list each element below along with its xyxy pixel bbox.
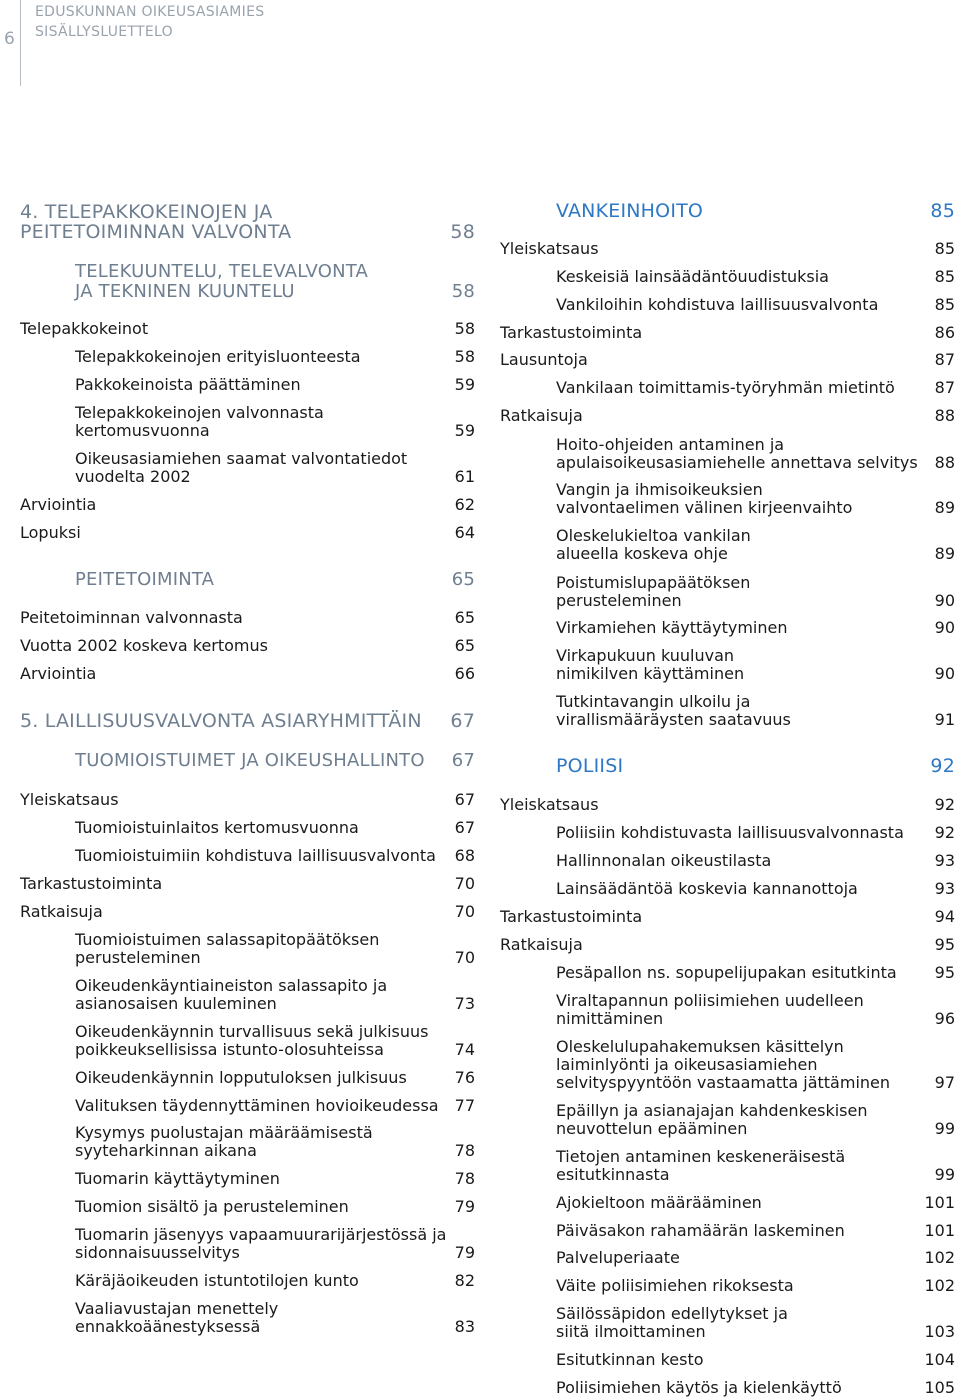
toc-entry-page: 58 (454, 347, 475, 366)
toc-entry (556, 296, 955, 314)
toc-entry-title: Tarkastustoiminta (500, 323, 643, 342)
toc-entry-title: Oikeusasiamiehen saamat valvontatiedot vuodelta 2002 (75, 449, 408, 486)
toc-entry-title: Yleiskatsaus (20, 790, 119, 809)
toc-entry (500, 908, 955, 926)
toc-entry (75, 1226, 475, 1262)
toc-entry-page: 99 (934, 1119, 955, 1138)
toc-entry-title: Esitutkinnan kesto (556, 1350, 704, 1369)
toc-entry-page: 77 (454, 1096, 475, 1115)
toc-entry-title: Keskeisiä lainsäädäntöuudistuksia (556, 267, 829, 286)
toc-entry-title: Poliisiin kohdistuvasta laillisuusvalvonnasta (556, 823, 904, 842)
toc-entry-title: Vangin ja ihmisoikeuksien valvontaelimen välinen kirjeenvaihto (556, 480, 853, 517)
toc-entry-page: 70 (454, 948, 475, 967)
toc-entry-title: TUOMIOISTUIMET JA OIKEUSHALLINTO (75, 750, 425, 771)
toc-entry-page: 105 (924, 1378, 955, 1397)
page-number: 6 (4, 29, 15, 49)
toc-entry-page: 97 (934, 1073, 955, 1092)
toc-entry (20, 665, 475, 683)
toc-entry-page: 79 (454, 1243, 475, 1262)
toc-entry-title: Ratkaisuja (500, 406, 583, 425)
toc-entry-page: 95 (934, 935, 955, 954)
toc-entry (556, 1038, 955, 1092)
toc-entry-page: 95 (934, 963, 955, 982)
toc-entry-title: Tuomarin jäsenyys vapaamuurarijärjestössä ja sidonnaisuusselvitys (75, 1225, 447, 1262)
toc-entry (556, 436, 955, 472)
toc-entry-page: 70 (454, 902, 475, 921)
toc-entry (75, 404, 475, 440)
toc-entry-page: 85 (934, 295, 955, 314)
toc-entry (556, 1194, 955, 1212)
toc-entry (20, 524, 475, 542)
toc-entry-title: Tietojen antaminen keskeneräisestä esitutkinnasta (556, 1147, 846, 1184)
toc-entry-title: Arviointia (20, 664, 97, 683)
toc-entry-page: 104 (924, 1350, 955, 1369)
toc-entry-page: 93 (934, 879, 955, 898)
toc-entry (75, 847, 475, 865)
toc-entry (556, 1351, 955, 1369)
toc-entry (556, 1305, 955, 1341)
toc-entry-title: Tutkintavangin ulkoilu ja virallismääräysten saatavuus (556, 692, 791, 729)
toc-entry-page: 62 (454, 495, 475, 514)
toc-entry (500, 351, 955, 369)
toc-entry-title: Virkapukuun kuuluvan nimikilven käyttäminen (556, 646, 745, 683)
toc-entry-title: Valituksen täydennyttäminen hovioikeudessa (75, 1096, 439, 1115)
toc-entry-title: Palveluperiaate (556, 1248, 680, 1267)
toc-entry (75, 450, 475, 486)
header-publication-title: EDUSKUNNAN OIKEUSASIAMIES (35, 4, 265, 20)
toc-entry-title: Arviointia (20, 495, 97, 514)
toc-entry (75, 1170, 475, 1188)
toc-entry (75, 751, 475, 771)
toc-entry-page: 67 (450, 710, 475, 732)
toc-entry-page: 73 (454, 994, 475, 1013)
toc-entry-page: 66 (454, 664, 475, 683)
toc-entry-page: 90 (934, 591, 955, 610)
toc-entry (20, 875, 475, 893)
toc-entry-page: 68 (454, 846, 475, 865)
toc-entry (556, 964, 955, 982)
toc-entry (75, 376, 475, 394)
toc-entry-title: Peitetoiminnan valvonnasta (20, 608, 243, 627)
toc-entry-title: Vankilaan toimittamis-työryhmän mietintö (556, 378, 895, 397)
toc-entry-title: Ratkaisuja (20, 902, 103, 921)
toc-entry (556, 824, 955, 842)
toc-entry (75, 348, 475, 366)
toc-entry-page: 59 (454, 375, 475, 394)
toc-entry-title: Poistumislupapäätöksen perusteleminen (556, 573, 751, 610)
toc-entry (20, 711, 475, 731)
toc-entry-page: 65 (454, 636, 475, 655)
toc-entry-title: Päiväsakon rahamäärän laskeminen (556, 1221, 845, 1240)
toc-entry (556, 880, 955, 898)
toc-entry (556, 379, 955, 397)
toc-entry-title: Hoito-ohjeiden antaminen ja apulaisoikeusasiamiehelle annettava selvitys (556, 435, 918, 472)
toc-entry-page: 102 (924, 1248, 955, 1267)
toc-entry-page: 86 (934, 323, 955, 342)
toc-entry-page: 88 (934, 406, 955, 425)
toc-entry-title: Epäillyn ja asianajajan kahdenkeskisen neuvottelun epääminen (556, 1101, 868, 1138)
toc-entry (556, 527, 955, 563)
toc-entry (556, 201, 955, 221)
toc-entry (75, 819, 475, 837)
toc-entry (556, 852, 955, 870)
toc-entry-page: 87 (934, 378, 955, 397)
toc-entry-page: 89 (934, 544, 955, 563)
toc-entry-title: Tuomarin käyttäytyminen (75, 1169, 280, 1188)
toc-entry-page: 93 (934, 851, 955, 870)
toc-entry-title: Tarkastustoiminta (500, 907, 643, 926)
toc-entry-title: Ajokieltoon määrääminen (556, 1193, 762, 1212)
toc-entry-title: 5. LAILLISUUSVALVONTA ASIARYHMITTÄIN (20, 710, 422, 732)
toc-entry-title: 4. TELEPAKKOKEINOJEN JA PEITETOIMINNAN VALVONTA (20, 201, 292, 243)
toc-entry-page: 70 (454, 874, 475, 893)
toc-entry (500, 407, 955, 425)
toc-entry (75, 1097, 475, 1115)
toc-entry (556, 1148, 955, 1184)
toc-entry-page: 67 (454, 818, 475, 837)
toc-entry-title: Lopuksi (20, 523, 81, 542)
toc-entry-title: Tuomioistuimiin kohdistuva laillisuusvalvonta (75, 846, 436, 865)
toc-entry-page: 83 (454, 1317, 475, 1336)
toc-entry (500, 936, 955, 954)
toc-entry-title: Lainsäädäntöä koskevia kannanottoja (556, 879, 858, 898)
toc-entry (556, 619, 955, 637)
toc-entry (20, 496, 475, 514)
toc-entry-page: 85 (934, 239, 955, 258)
toc-entry-title: Ratkaisuja (500, 935, 583, 954)
toc-entry-page: 90 (934, 664, 955, 683)
toc-entry-page: 88 (934, 453, 955, 472)
toc-right-column (480, 0, 960, 1400)
toc-entry-page: 61 (454, 467, 475, 486)
toc-entry-page: 58 (451, 281, 475, 302)
toc-entry-page: 58 (450, 221, 475, 243)
toc-entry-page: 64 (454, 523, 475, 542)
toc-entry (75, 262, 475, 302)
toc-entry-page: 91 (934, 710, 955, 729)
toc-entry (500, 324, 955, 342)
toc-entry (500, 796, 955, 814)
toc-entry (556, 1379, 955, 1397)
toc-entry-page: 74 (454, 1040, 475, 1059)
toc-entry-title: Telepakkokeinot (20, 319, 149, 338)
toc-entry-page: 59 (454, 421, 475, 440)
toc-entry-title: Pakkokeinoista päättäminen (75, 375, 301, 394)
toc-entry (556, 1222, 955, 1240)
toc-entry-title: Tuomion sisältö ja perusteleminen (75, 1197, 349, 1216)
toc-entry-page: 85 (930, 200, 955, 222)
toc-entry-title: Oikeudenkäyntiaineiston salassapito ja asianosaisen kuuleminen (75, 976, 388, 1013)
toc-entry-page: 65 (451, 569, 475, 590)
toc-entry-title: Pesäpallon ns. sopupelijupakan esitutkinta (556, 963, 897, 982)
toc-entry (500, 240, 955, 258)
toc-entry-title: Hallinnonalan oikeustilasta (556, 851, 772, 870)
toc-entry (556, 756, 955, 776)
toc-entry-title: Lausuntoja (500, 350, 588, 369)
toc-entry-page: 67 (451, 750, 475, 771)
toc-entry-title: Yleiskatsaus (500, 795, 599, 814)
toc-entry-page: 76 (454, 1068, 475, 1087)
toc-entry-title: Vaaliavustajan menettely ennakkoäänestyksessä (75, 1299, 279, 1336)
toc-entry-page: 89 (934, 498, 955, 517)
toc-entry-page: 101 (924, 1193, 955, 1212)
toc-entry-title: Virkamiehen käyttäytyminen (556, 618, 788, 637)
toc-entry-page: 92 (934, 795, 955, 814)
toc-entry-page: 87 (934, 350, 955, 369)
header-section-title: SISÄLLYSLUETTELO (35, 24, 173, 40)
toc-entry (75, 1272, 475, 1290)
toc-entry (75, 1069, 475, 1087)
toc-entry-page: 103 (924, 1322, 955, 1341)
toc-entry-page: 101 (924, 1221, 955, 1240)
toc-entry-title: Telepakkokeinojen valvonnasta kertomusvuonna (75, 403, 324, 440)
toc-entry-page: 96 (934, 1009, 955, 1028)
toc-entry-page: 78 (454, 1141, 475, 1160)
toc-entry-title: Oikeudenkäynnin lopputuloksen julkisuus (75, 1068, 407, 1087)
toc-entry-page: 99 (934, 1165, 955, 1184)
toc-entry-title: Telepakkokeinojen erityisluonteesta (75, 347, 361, 366)
toc-entry-page: 67 (454, 790, 475, 809)
toc-entry-title: Yleiskatsaus (500, 239, 599, 258)
toc-entry (556, 268, 955, 286)
toc-entry (20, 320, 475, 338)
toc-entry-title: Tuomioistuimen salassapitopäätöksen perusteleminen (75, 930, 380, 967)
toc-entry (75, 1198, 475, 1216)
toc-entry-title: Tarkastustoiminta (20, 874, 163, 893)
toc-entry (75, 1124, 475, 1160)
toc-entry (556, 992, 955, 1028)
toc-entry-page: 85 (934, 267, 955, 286)
toc-entry (75, 1300, 475, 1336)
toc-entry (20, 903, 475, 921)
toc-entry-title: Tuomioistuinlaitos kertomusvuonna (75, 818, 359, 837)
toc-entry-title: Vuotta 2002 koskeva kertomus (20, 636, 268, 655)
toc-entry (75, 570, 475, 590)
toc-entry-page: 58 (454, 319, 475, 338)
toc-entry-page: 82 (454, 1271, 475, 1290)
toc-entry-title: Väite poliisimiehen rikoksesta (556, 1276, 794, 1295)
toc-entry-page: 94 (934, 907, 955, 926)
toc-entry-page: 90 (934, 618, 955, 637)
toc-entry-title: PEITETOIMINTA (75, 569, 215, 590)
toc-entry-title: Säilössäpidon edellytykset ja siitä ilmoittaminen (556, 1304, 788, 1341)
toc-entry (556, 693, 955, 729)
toc-entry (20, 202, 475, 242)
toc-entry (556, 1277, 955, 1295)
toc-entry (75, 1023, 475, 1059)
toc-entry (556, 481, 955, 517)
toc-entry-title: Vankiloihin kohdistuva laillisuusvalvonta (556, 295, 879, 314)
toc-entry-title: VANKEINHOITO (556, 200, 704, 222)
toc-entry-page: 102 (924, 1276, 955, 1295)
toc-entry-title: TELEKUUNTELU, TELEVALVONTA JA TEKNINEN KUUNTELU (75, 261, 369, 302)
toc-entry (20, 609, 475, 627)
toc-left-column (0, 0, 478, 1400)
toc-entry (75, 977, 475, 1013)
toc-entry-title: Poliisimiehen käytös ja kielenkäyttö (556, 1378, 842, 1397)
toc-entry-page: 79 (454, 1197, 475, 1216)
toc-entry-title: POLIISI (556, 755, 624, 777)
toc-entry (75, 931, 475, 967)
toc-entry-title: Viraltapannun poliisimiehen uudelleen nimittäminen (556, 991, 864, 1028)
toc-entry (556, 1102, 955, 1138)
toc-entry-title: Oikeudenkäynnin turvallisuus sekä julkisuus poikkeuksellisissa istunto-olosuhteissa (75, 1022, 429, 1059)
toc-entry (556, 1249, 955, 1267)
toc-entry-title: Käräjäoikeuden istuntotilojen kunto (75, 1271, 359, 1290)
toc-entry-title: Kysymys puolustajan määräämisestä syyteharkinnan aikana (75, 1123, 373, 1160)
toc-entry-title: Oleskelulupahakemuksen käsittelyn laiminlyönti ja oikeusasiamiehen selvityspyyntöön vastaamatta jättäminen (556, 1037, 891, 1092)
toc-entry-title: Oleskelukieltoa vankilan alueella koskeva ohje (556, 526, 751, 563)
toc-entry (20, 791, 475, 809)
toc-entry (556, 647, 955, 683)
toc-entry (556, 574, 955, 610)
toc-entry-page: 92 (934, 823, 955, 842)
toc-entry-page: 78 (454, 1169, 475, 1188)
toc-entry-page: 92 (930, 755, 955, 777)
toc-entry-page: 65 (454, 608, 475, 627)
toc-entry (20, 637, 475, 655)
